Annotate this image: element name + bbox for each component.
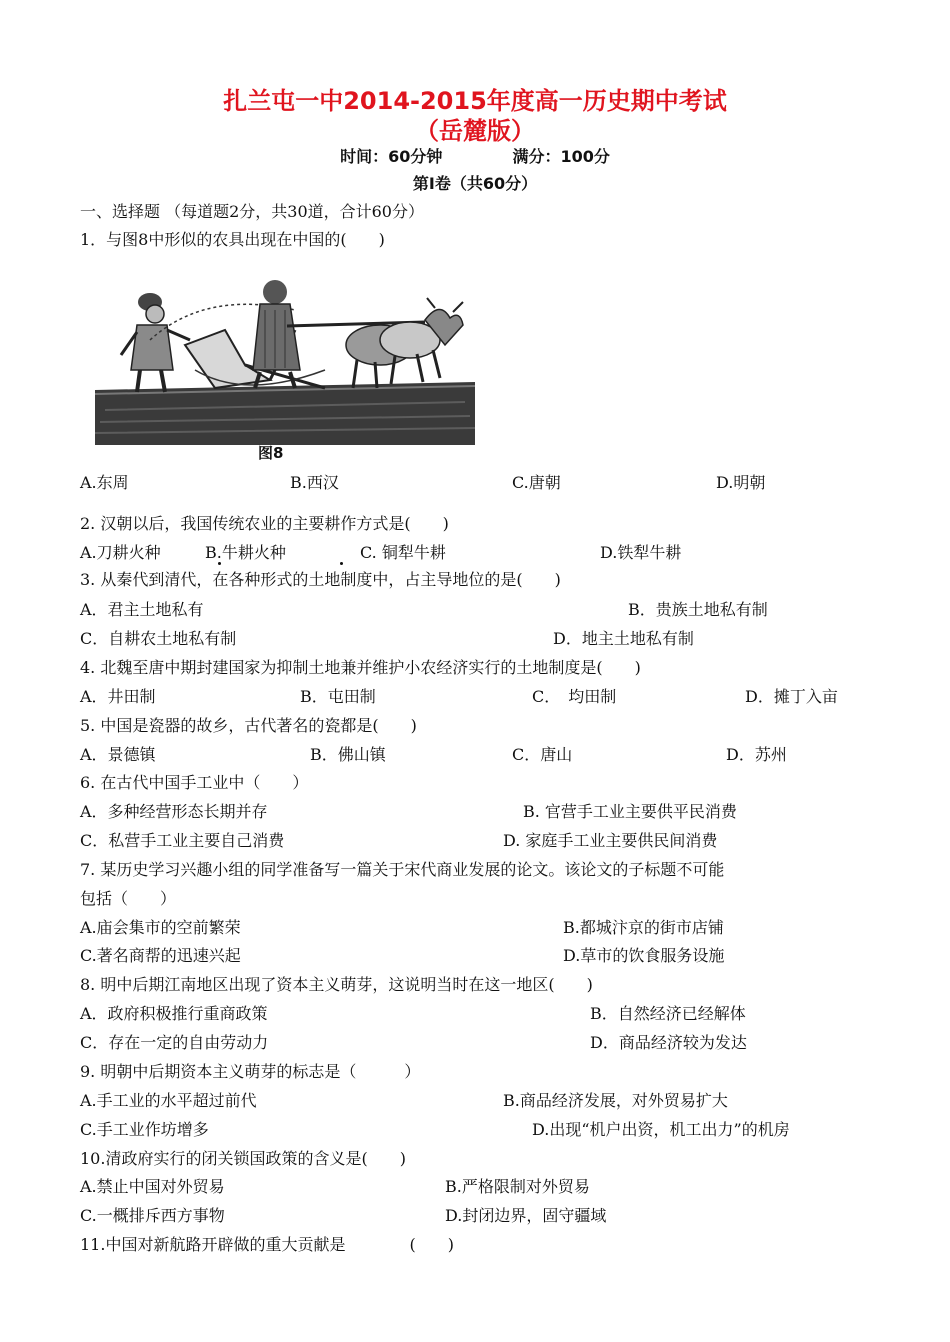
q8-option-b[interactable]: B．自然经济已经解体: [590, 1004, 746, 1023]
q3-option-c[interactable]: C．自耕农土地私有制: [80, 629, 237, 648]
q7-option-c[interactable]: C.著名商帮的迅速兴起: [80, 946, 241, 965]
question-4-stem: 4. 北魏至唐中期封建国家为抑制土地兼并维护小农经济实行的土地制度是( ): [80, 658, 641, 677]
question-7-stem: 7. 某历史学习兴趣小组的同学准备写一篇关于宋代商业发展的论文。该论文的子标题不可能: [80, 860, 725, 879]
q5-option-a[interactable]: A．景德镇: [80, 745, 156, 764]
q3-option-a[interactable]: A．君主土地私有: [80, 600, 204, 619]
q5-option-b[interactable]: B．佛山镇: [310, 745, 386, 764]
question-10-stem: 10.清政府实行的闭关锁国政策的含义是( ): [80, 1149, 406, 1168]
q4-option-c[interactable]: C． 均田制: [532, 687, 617, 706]
q8-option-a[interactable]: A．政府积极推行重商政策: [80, 1004, 268, 1023]
q1-option-b[interactable]: B.西汉: [290, 473, 339, 492]
q3-option-b[interactable]: B．贵族土地私有制: [628, 600, 768, 619]
q9-option-d[interactable]: D.出现“机户出资，机工出力”的机房: [532, 1120, 790, 1139]
exam-score: 满分：100分: [512, 147, 610, 166]
q9-option-b[interactable]: B.商品经济发展，对外贸易扩大: [503, 1091, 728, 1110]
question-6-stem: 6. 在古代中国手工业中（ ）: [80, 773, 309, 792]
q2-option-d[interactable]: D.铁犁牛耕: [600, 543, 682, 562]
stray-dot: [218, 562, 221, 565]
q2-option-b[interactable]: B.牛耕火种: [205, 543, 286, 562]
q6-option-d[interactable]: D. 家庭手工业主要供民间消费: [503, 831, 718, 850]
q8-option-c[interactable]: C．存在一定的自由劳动力: [80, 1033, 269, 1052]
question-1-stem: 1．与图8中形似的农具出现在中国的( ): [80, 230, 385, 249]
question-3-stem: 3. 从秦代到清代，在各种形式的土地制度中，占主导地位的是( ): [80, 570, 561, 589]
stray-dot: [340, 562, 343, 565]
q5-option-c[interactable]: C．唐山: [512, 745, 573, 764]
plowing-figure: [95, 270, 475, 445]
exam-title: 扎兰屯一中2014-2015年度高一历史期中考试: [223, 87, 727, 115]
q7-option-d[interactable]: D.草市的饮食服务设施: [563, 946, 725, 965]
q10-option-d[interactable]: D.封闭边界，固守疆域: [445, 1206, 607, 1225]
question-11-stem: 11.中国对新航路开辟做的重大贡献是 ( ): [80, 1235, 454, 1254]
question-8-stem: 8. 明中后期江南地区出现了资本主义萌芽，这说明当时在这一地区( ): [80, 975, 593, 994]
section-heading: 一、选择题 （每道题2分，共30道，合计60分）: [80, 202, 424, 221]
q4-option-d[interactable]: D．摊丁入亩: [745, 687, 838, 706]
q7-option-a[interactable]: A.庙会集市的空前繁荣: [80, 918, 241, 937]
q6-option-b[interactable]: B. 官营手工业主要供平民消费: [523, 802, 737, 821]
q4-option-b[interactable]: B．屯田制: [300, 687, 376, 706]
figure-caption: 图8: [258, 444, 284, 462]
q3-option-d[interactable]: D．地主土地私有制: [553, 629, 694, 648]
exam-edition: （岳麓版）: [415, 117, 535, 145]
q10-option-a[interactable]: A.禁止中国对外贸易: [80, 1177, 225, 1196]
q9-option-c[interactable]: C.手工业作坊增多: [80, 1120, 209, 1139]
q8-option-d[interactable]: D．商品经济较为发达: [590, 1033, 747, 1052]
q1-option-a[interactable]: A.东周: [80, 473, 129, 492]
q2-option-a[interactable]: A.刀耕火种: [80, 543, 161, 562]
q5-option-d[interactable]: D．苏州: [726, 745, 787, 764]
q2-option-c[interactable]: C. 铜犁牛耕: [360, 543, 446, 562]
q6-option-a[interactable]: A．多种经营形态长期并存: [80, 802, 268, 821]
q1-option-d[interactable]: D.明朝: [716, 473, 766, 492]
exam-meta: [0, 146, 950, 168]
question-2-stem: 2. 汉朝以后，我国传统农业的主要耕作方式是( ): [80, 514, 449, 533]
q4-option-a[interactable]: A．井田制: [80, 687, 156, 706]
question-9-stem: 9. 明朝中后期资本主义萌芽的标志是（ ）: [80, 1062, 421, 1081]
q10-option-c[interactable]: C.一概排斥西方事物: [80, 1206, 225, 1225]
q10-option-b[interactable]: B.严格限制对外贸易: [445, 1177, 590, 1196]
question-5-stem: 5. 中国是瓷器的故乡，古代著名的瓷都是( ): [80, 716, 417, 735]
q1-option-c[interactable]: C.唐朝: [512, 473, 561, 492]
exam-time: 时间：60分钟: [340, 147, 443, 166]
question-7-stem-cont: 包括（ ）: [80, 889, 177, 908]
q9-option-a[interactable]: A.手工业的水平超过前代: [80, 1091, 257, 1110]
part-heading: 第Ⅰ卷（共60分）: [412, 174, 538, 193]
q6-option-c[interactable]: C．私营手工业主要自己消费: [80, 831, 285, 850]
q7-option-b[interactable]: B.都城汴京的街市店铺: [563, 918, 724, 937]
